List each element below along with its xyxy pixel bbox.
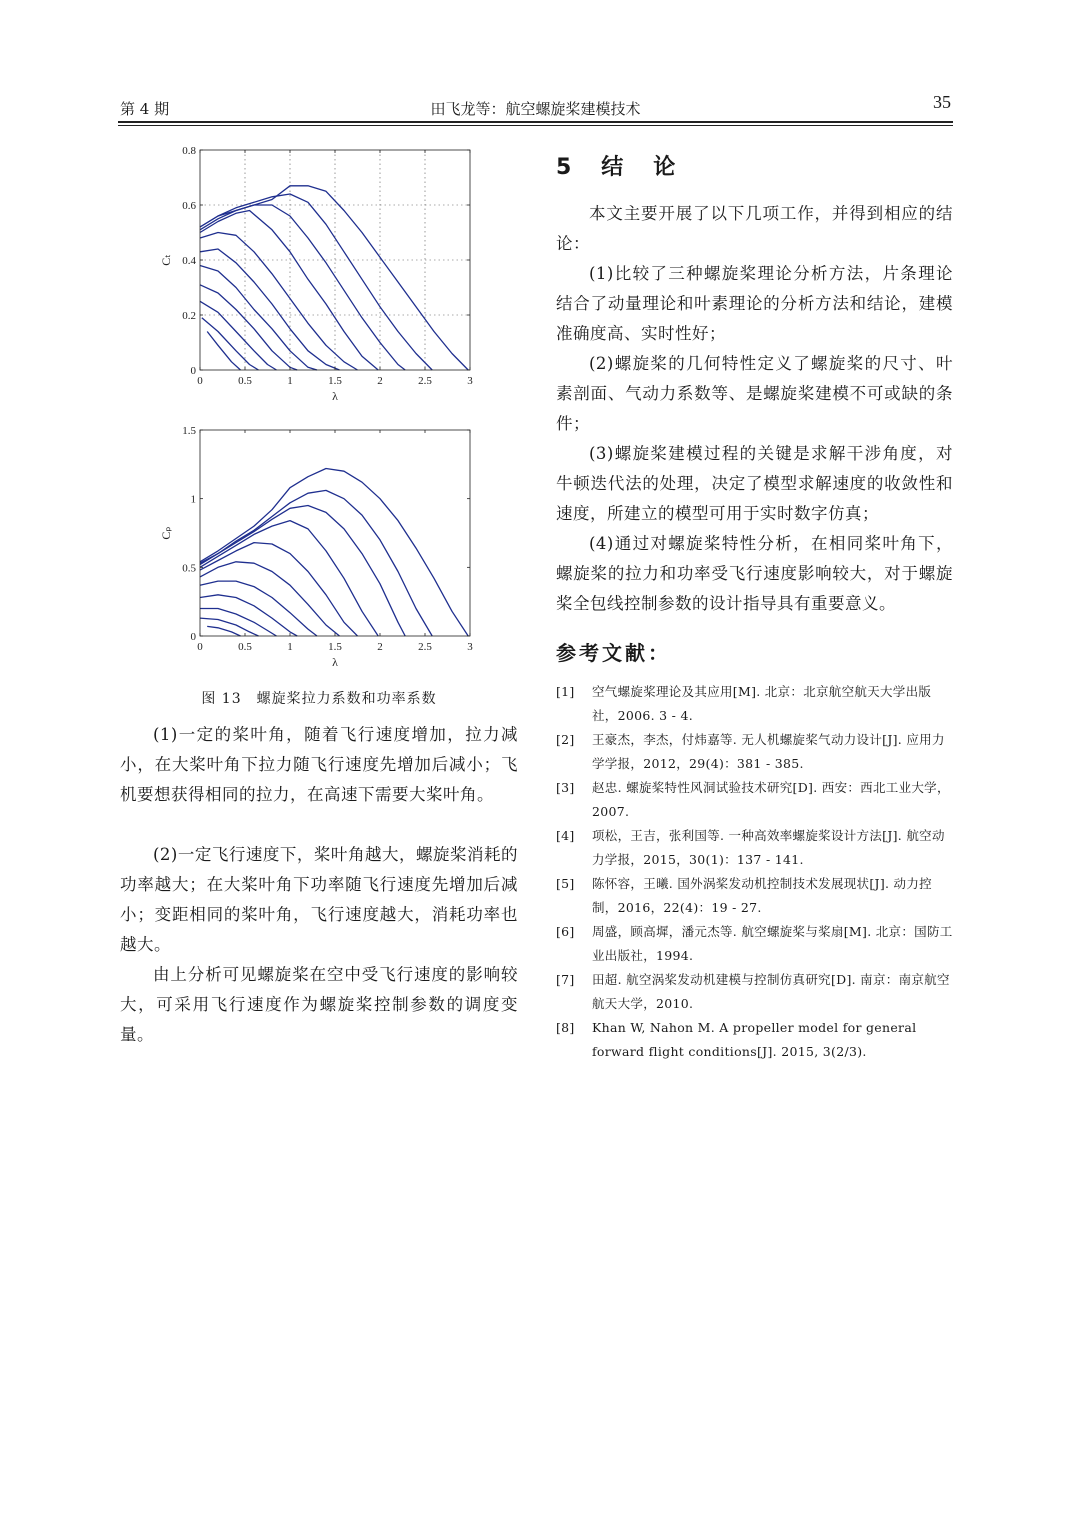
x-tick-label: 1	[287, 641, 293, 653]
page-header	[120, 92, 951, 122]
references-title: 参考文献：	[556, 641, 671, 665]
conclusion-paragraph-2: (1)比较了三种螺旋桨理论分析方法，片条理论结合了动量理论和叶素理论的分析方法和结论，建模准确度高、实时性好；	[556, 264, 953, 343]
x-tick-label: 3	[467, 375, 473, 387]
header-rule-thick	[118, 121, 953, 123]
running-title: 田飞龙等：航空螺旋桨建模技术	[430, 100, 641, 118]
series-line-4	[200, 595, 297, 636]
plot-frame	[200, 430, 470, 636]
x-tick-label: 2	[377, 641, 383, 653]
conclusion-paragraph-3: (2)螺旋桨的几何特性定义了螺旋桨的尺寸、叶素剖面、气动力系数等、是螺旋桨建模不可或缺的条件；	[556, 354, 953, 433]
x-tick-label: 2.5	[418, 375, 432, 387]
y-axis-label: Cₚ	[159, 526, 173, 540]
thrust-coefficient-chart	[155, 140, 485, 410]
reference-item: [6] 周盛，顾高墀，潘元杰等. 航空螺旋桨与桨扇[M]. 北京：国防工业出版社，1994.	[556, 924, 953, 963]
analysis-paragraph-1: (1)一定的桨叶角，随着飞行速度增加，拉力减小，在大桨叶角下拉力随飞行速度先增加后减小；飞机要想获得相同的拉力，在高速下需要大桨叶角。	[120, 725, 518, 804]
x-tick-label: 0	[197, 641, 203, 653]
x-tick-label: 2.5	[418, 641, 432, 653]
y-tick-label: 0	[190, 631, 196, 643]
analysis-paragraph-2: (2)一定飞行速度下，桨叶角越大，螺旋桨消耗的功率越大；在大桨叶角下功率随飞行速度先增加后减小；变距相同的桨叶角，飞行速度越大，消耗功率也越大。	[120, 845, 518, 954]
figure-caption: 图 13 螺旋桨拉力系数和功率系数	[201, 691, 437, 707]
conclusion-paragraph-5: (4)通过对螺旋桨特性分析，在相同桨叶角下，螺旋桨的拉力和功率受飞行速度影响较大，对于螺旋桨全包线控制参数的设计指导具有重要意义。	[556, 534, 953, 613]
series-line-6	[200, 249, 340, 370]
y-tick-label: 0	[190, 365, 196, 377]
x-tick-label: 0	[197, 375, 203, 387]
right-column	[556, 150, 953, 1064]
x-axis-label: λ	[332, 655, 338, 669]
section-title: 5 结 论	[556, 155, 680, 180]
x-tick-label: 2	[377, 375, 383, 387]
conclusion-paragraph-4: (3)螺旋桨建模过程的关键是求解干涉角度，对牛顿迭代法的处理，决定了模型求解速度的收敛性和速度，所建立的模型可用于实时数字仿真；	[556, 444, 953, 523]
y-tick-label: 1	[190, 493, 196, 506]
reference-item: [3] 赵忠. 螺旋桨特性风洞试验技术研究[D]. 西安：西北工业大学，2007.	[556, 780, 950, 819]
y-axis-label: Cₜ	[159, 254, 173, 266]
series-line-8	[200, 521, 378, 636]
reference-item: [8] Khan W, Nahon M. A propeller model for general forward flight conditions[J]. 2015, 3(2/3).	[556, 1020, 917, 1059]
header-rule-thin	[118, 125, 953, 126]
reference-item: [7] 田超. 航空涡桨发动机建模与控制仿真研究[D]. 南京：南京航空航天大学，2010.	[556, 972, 950, 1011]
y-tick-label: 1.5	[182, 425, 196, 437]
y-tick-label: 0.5	[182, 562, 196, 575]
x-tick-label: 0.5	[238, 641, 252, 653]
x-axis-label: λ	[332, 389, 338, 403]
reference-item: [2] 王豪杰，李杰，付炜嘉等. 无人机螺旋桨气动力设计[J]. 应用力学学报，2012，29(4)：381 - 385.	[556, 732, 945, 771]
series-line-6	[200, 562, 340, 636]
power-coefficient-chart	[155, 420, 485, 682]
series-line-11	[200, 186, 468, 370]
y-tick-label: 0.2	[182, 310, 196, 322]
reference-item: [5] 陈怀容，王曦. 国外涡桨发动机控制技术发展现状[J]. 动力控制，2016，22(4)：19 - 27.	[556, 876, 932, 915]
series-line-7	[200, 543, 358, 636]
page-number: 35	[933, 92, 951, 112]
reference-item: [4] 项松，王吉，张利国等. 一种高效率螺旋桨设计方法[J]. 航空动力学报，2015，30(1)：137 - 141.	[556, 828, 945, 867]
x-tick-label: 3	[467, 641, 473, 653]
series-line-1	[207, 626, 240, 636]
x-tick-label: 1.5	[328, 641, 342, 653]
series-line-9	[200, 506, 405, 637]
series-line-5	[200, 266, 317, 371]
reference-item: [1] 空气螺旋桨理论及其应用[M]. 北京：北京航空航天大学出版社，2006. 3 - 4.	[556, 684, 932, 723]
x-tick-label: 1.5	[328, 375, 342, 387]
issue-label: 第 4 期	[120, 100, 170, 118]
x-tick-label: 1	[287, 375, 293, 387]
conclusion-paragraph-1: 本文主要开展了以下几项工作，并得到相应的结论：	[556, 204, 953, 253]
y-tick-label: 0.4	[182, 255, 196, 267]
reference-list	[556, 680, 953, 1064]
series-line-4	[200, 285, 297, 370]
y-tick-label: 0.6	[182, 200, 196, 212]
x-tick-label: 0.5	[238, 375, 252, 387]
analysis-paragraph-3: 由上分析可见螺旋桨在空中受飞行速度的影响较大，可采用飞行速度作为螺旋桨控制参数的调度变量。	[120, 965, 518, 1044]
y-tick-label: 0.8	[182, 145, 196, 157]
